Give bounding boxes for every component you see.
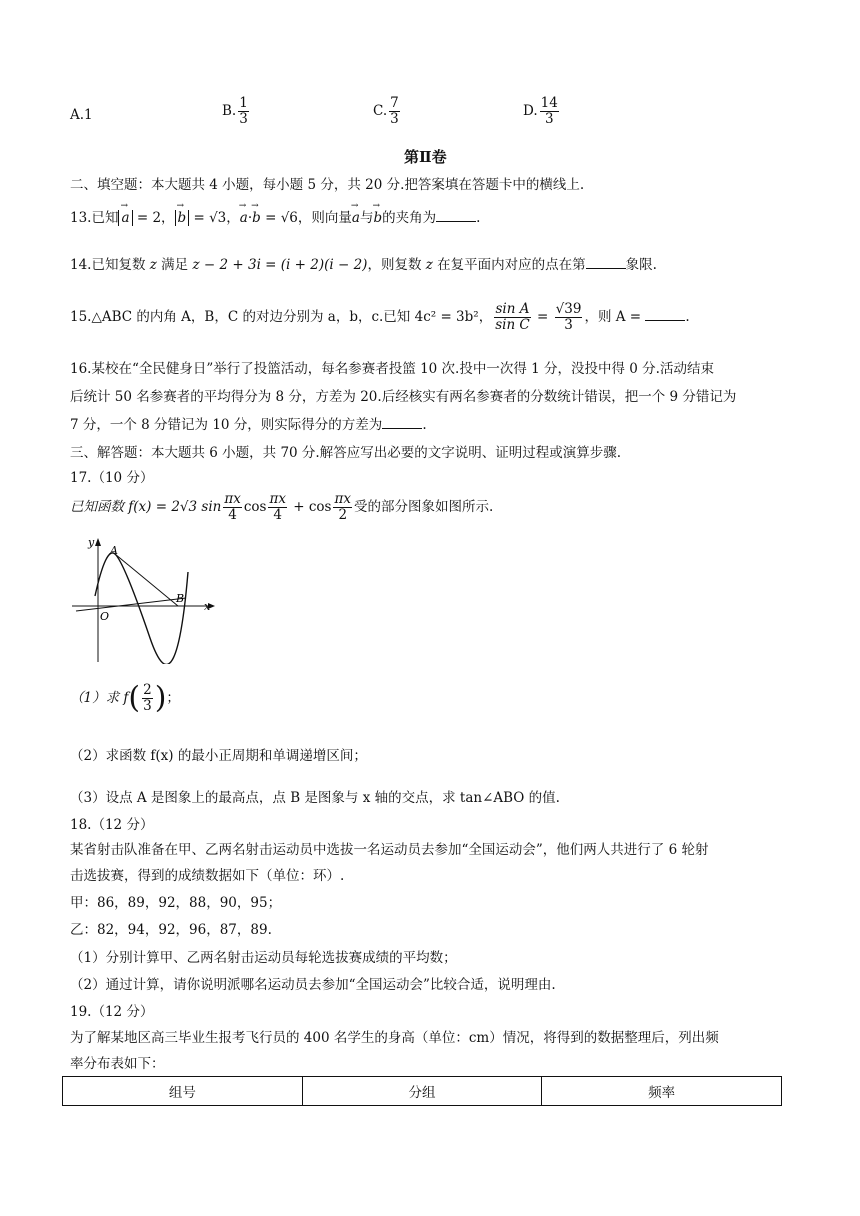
question-17-part3: （3）设点 A 是图象上的最高点，点 B 是图象与 x 轴的交点，求 tan∠ABO 的值. [70, 790, 560, 806]
section-title: 第Ⅱ卷 [404, 148, 447, 166]
frequency-table [62, 1076, 782, 1106]
graph-o-label: O [100, 610, 110, 623]
question-17-part2: （2）求函数 f(x) 的最小正周期和单调递增区间； [70, 748, 367, 764]
question-18-part1: （1）分别计算甲、乙两名射击运动员每轮选拔赛成绩的平均数； [70, 950, 457, 966]
table-header-group-id: 组号 [63, 1077, 303, 1106]
question-19-line1: 为了解某地区高三毕业生报考飞行员的 400 名学生的身高（单位：cm）情况，将得到的数据整理后，列出频 [70, 1030, 719, 1046]
question-17-title: 17.（10 分） [70, 470, 154, 486]
question-18-line2: 击选拔赛，得到的成绩数据如下（单位：环）. [70, 868, 345, 884]
option-c: C. $\frac{7}{3}$ [373, 95, 399, 127]
table-header-frequency: 频率 [542, 1077, 782, 1106]
question-17-intro: 已知函数 f(x) = 2√3 sin $\frac{\pi x}{4}$ cos $\frac{\pi x}{4}$ + cos $\frac{\pi x}{2}$ 受的部分图象如图所示. [70, 491, 494, 523]
answer-blank-14 [586, 256, 626, 269]
graph-y-label: y [88, 536, 95, 549]
solve-heading: 三、解答题：本大题共 6 小题，共 70 分.解答应写出必要的文字说明、证明过程或演算步骤. [70, 445, 622, 461]
graph-a-label: A [110, 544, 118, 557]
option-a: A.1 [70, 107, 93, 123]
option-b: B. $\frac{1}{3}$ [222, 95, 248, 127]
question-18-line1: 某省射击队准备在甲、乙两名射击运动员中选拔一名运动员去参加“全国运动会”，他们两人共进行了 6 轮射 [70, 842, 709, 858]
option-d: D. $\frac{14}{3}$ [523, 95, 558, 127]
answer-blank-16 [382, 416, 422, 429]
table-header-group: 分组 [302, 1077, 542, 1106]
question-16-line2: 后统计 50 名参赛者的平均得分为 8 分，方差为 20.后经核实有两名参赛者的分数统计错误，把一个 9 分错记为 [70, 389, 737, 405]
function-graph [70, 534, 220, 664]
question-15: 15.△ABC 的内角 A，B，C 的对边分别为 a，b，c.已知 4c² = 3b²， $\frac{\text{sin A}}{\text{sin C}}$ = $\frac{√39}{3}$ ，则 A = . [70, 301, 690, 333]
question-16-line3: 7 分，一个 8 分错记为 10 分，则实际得分的方差为 . [70, 417, 427, 433]
question-19-title: 19.（12 分） [70, 1004, 154, 1020]
question-16-line1: 16.某校在“全民健身日”举行了投篮活动，每名参赛者投篮 10 次.投中一次得 1 分，没投中得 0 分.活动结束 [70, 361, 714, 377]
question-17-part1: （1）求 f( $\frac{2}{3}$ )； [70, 680, 180, 716]
answer-blank-15 [645, 308, 685, 321]
graph-b-label: B [176, 592, 185, 605]
table-header-row [63, 1077, 782, 1106]
question-18-part2: （2）通过计算，请你说明派哪名运动员去参加“全国运动会”比较合适，说明理由. [70, 977, 556, 993]
question-18-title: 18.（12 分） [70, 817, 154, 833]
answer-blank-13 [436, 209, 476, 222]
question-13: 13.已知→ a = 2，→ b = √3，→ a·→ b = √6，则向量→ a与→ b的夹角为 . [70, 206, 480, 226]
question-14: 14.已知复数 z 满足 z − 2 + 3i = (i + 2)(i − 2)，则复数 z 在复平面内对应的点在第 象限. [70, 257, 657, 273]
question-18-yi: 乙：82，94，92，96，87，89. [70, 922, 272, 938]
graph-x-label: x [204, 600, 211, 613]
question-19-line2: 率分布表如下： [70, 1056, 165, 1072]
question-18-jia: 甲：86，89，92，88，90，95； [70, 895, 282, 911]
fill-heading: 二、填空题：本大题共 4 小题，每小题 5 分，共 20 分.把答案填在答题卡中的横线上. [70, 177, 585, 193]
